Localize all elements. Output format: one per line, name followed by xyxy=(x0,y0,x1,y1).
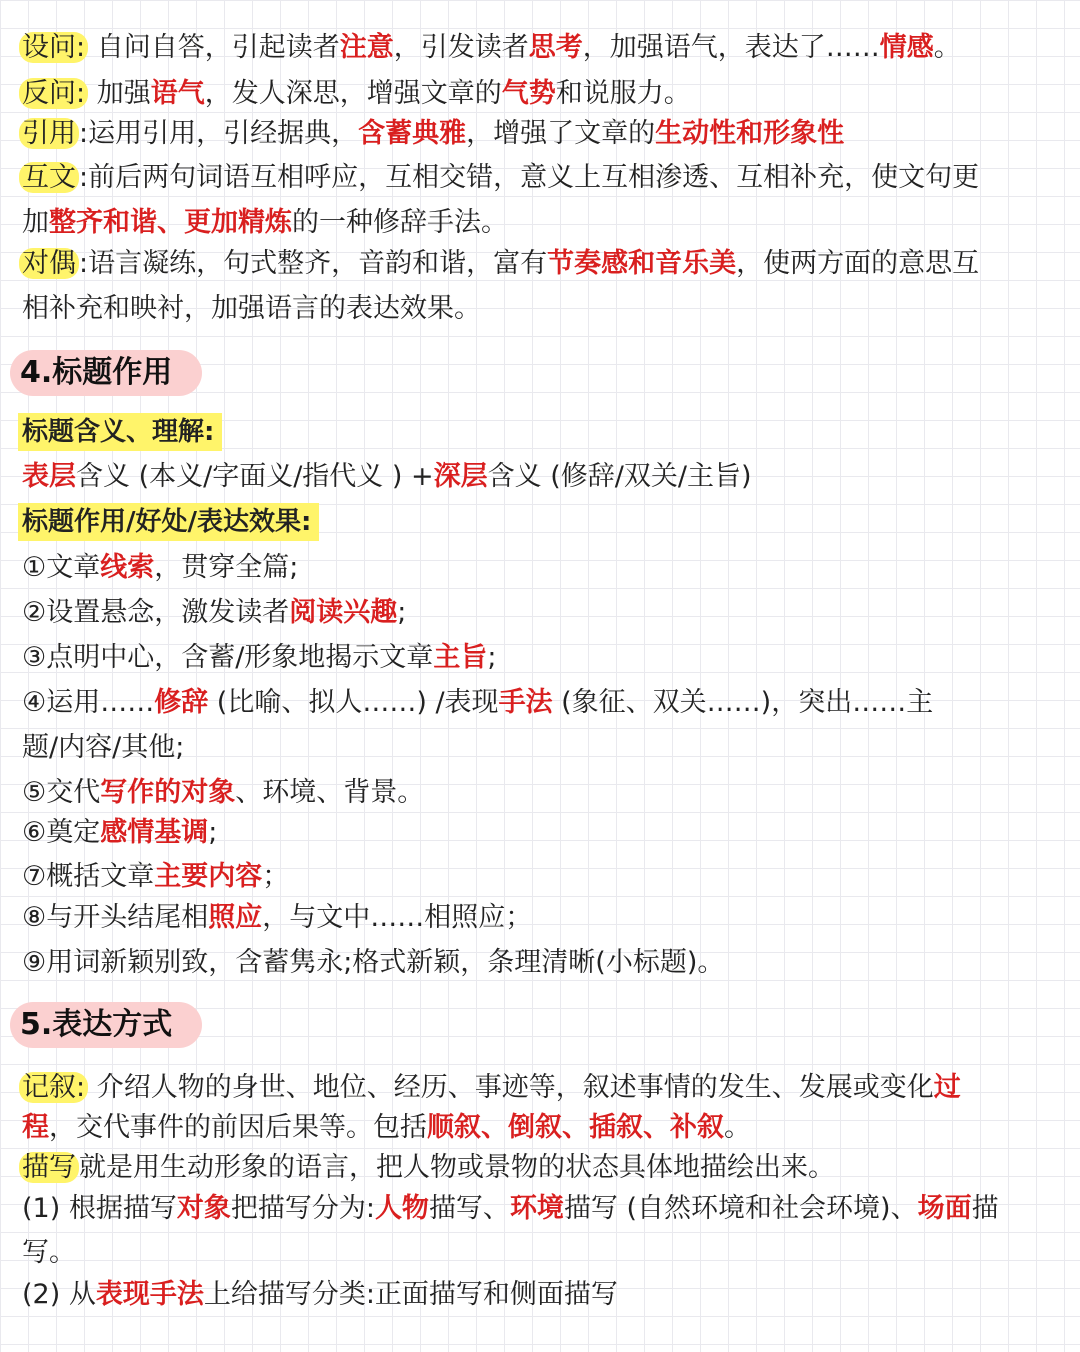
text: 加 xyxy=(22,207,49,238)
list-item xyxy=(22,813,1056,853)
text: 把描写分为: xyxy=(230,1193,375,1224)
keyword: 阅读兴趣 xyxy=(289,597,398,628)
section-5-heading: 5.表达方式 xyxy=(10,1002,202,1048)
keyword: 人物 xyxy=(374,1193,429,1224)
text: 、环境、背景。 xyxy=(235,777,425,808)
keyword: 语气 xyxy=(150,78,205,109)
miaoxie-label: 描写 xyxy=(19,1152,79,1183)
text: ③点明中心，含蓄/形象地揭示文章 xyxy=(22,642,434,673)
text: 。 xyxy=(724,1112,751,1143)
text: (比喻、拟人……) /表现 xyxy=(208,687,499,718)
title-function-subheading: 标题作用/好处/表达效果: xyxy=(18,503,319,541)
text: ⑤交代 xyxy=(22,777,101,808)
keyword: 手法 xyxy=(498,687,553,718)
text: ⑥奠定 xyxy=(22,817,101,848)
text: ； xyxy=(262,861,290,892)
text: (象征、双关……)，突出……主 xyxy=(552,687,934,718)
text: :前后两句词语互相呼应，互相交错，意义上互相渗透、互相补充，使文句更 xyxy=(79,162,980,193)
text: 介绍人物的身世、地位、经历、事迹等，叙述事情的发生、发展或变化 xyxy=(96,1072,934,1103)
text: (1) 根据描写 xyxy=(22,1193,177,1224)
text: ; xyxy=(208,817,218,848)
fanwen-line xyxy=(22,74,1056,114)
jixu-line-2 xyxy=(22,1108,1056,1148)
keyword: 照应 xyxy=(208,902,263,933)
keyword: 整齐和谐、更加精炼 xyxy=(49,207,292,238)
miaoxie-item-1-cont xyxy=(22,1233,1056,1273)
duiou-line xyxy=(22,244,1056,284)
keyword: 过 xyxy=(933,1072,961,1103)
text: 相补充和映衬，加强语言的表达效果。 xyxy=(22,293,481,324)
keyword: 程 xyxy=(22,1112,49,1143)
text: ⑨用词新颖别致，含蓄隽永;格式新颖，条理清晰(小标题)。 xyxy=(22,947,725,978)
keyword: 感情基调 xyxy=(100,817,209,848)
section-4-heading: 4.标题作用 xyxy=(10,350,202,396)
text: 自问自答，引起读者 xyxy=(96,32,340,63)
text: 的一种修辞手法。 xyxy=(292,207,508,238)
text: ，与文中……相照应； xyxy=(262,902,533,933)
text: ，增强了文章的 xyxy=(466,118,656,149)
text: 含义 (修辞/双关/主旨) xyxy=(487,461,752,492)
shewen-line xyxy=(22,28,1056,68)
keyword: 场面 xyxy=(917,1193,972,1224)
keyword: 主旨 xyxy=(433,642,488,673)
fanwen-label: 反问: xyxy=(19,78,88,109)
keyword: 情感 xyxy=(879,32,934,63)
text: ⑦概括文章 xyxy=(22,861,155,892)
huwen-label: 互文 xyxy=(19,162,79,193)
text: ; xyxy=(397,597,407,628)
list-item xyxy=(22,593,1056,633)
keyword: 写作的对象 xyxy=(100,777,236,808)
text: ①文章 xyxy=(22,552,101,583)
text: ，交代事件的前因后果等。包括 xyxy=(49,1112,427,1143)
text: ⑧与开头结尾相 xyxy=(22,902,209,933)
yinyong-label: 引用 xyxy=(19,118,79,149)
keyword: 表现手法 xyxy=(95,1279,204,1310)
text: ; xyxy=(487,642,497,673)
text: :语言凝练，句式整齐，音韵和谐，富有 xyxy=(79,248,548,279)
text: 加强 xyxy=(96,78,151,109)
text: 含义 (本义/字面义/指代义 ) + xyxy=(76,461,434,492)
shewen-label: 设问: xyxy=(19,32,88,63)
keyword: 环境 xyxy=(509,1193,564,1224)
list-item xyxy=(22,683,1056,723)
text: ，加强语气，表达了…… xyxy=(582,32,880,63)
keyword: 生动性和形象性 xyxy=(655,118,845,149)
list-item xyxy=(22,898,1056,938)
keyword: 对象 xyxy=(176,1193,231,1224)
text: :运用引用，引经据典， xyxy=(79,118,359,149)
keyword: 主要内容 xyxy=(154,861,263,892)
text: 和说服力。 xyxy=(555,78,691,109)
list-item xyxy=(22,773,1056,813)
text: 写。 xyxy=(22,1237,76,1268)
keyword: 节奏感和音乐美 xyxy=(547,248,737,279)
text: 上给描写分类:正面描写和侧面描写 xyxy=(203,1279,618,1310)
text: ②设置悬念，激发读者 xyxy=(22,597,290,628)
keyword: 气势 xyxy=(501,78,556,109)
jixu-line xyxy=(22,1068,1056,1108)
list-item xyxy=(22,943,1056,983)
keyword: 顺叙、倒叙、插叙、补叙 xyxy=(427,1112,724,1143)
huwen-line-2 xyxy=(22,203,1056,243)
text: ，发人深思，增强文章的 xyxy=(204,78,502,109)
title-meaning-line xyxy=(22,457,1056,497)
keyword: 表层 xyxy=(22,461,76,492)
miaoxie-item-1 xyxy=(22,1189,1056,1229)
huwen-line xyxy=(22,158,1056,198)
list-item xyxy=(22,548,1056,588)
title-meaning-subheading: 标题含义、理解: xyxy=(18,413,222,451)
yinyong-line xyxy=(22,114,1056,154)
keyword: 深层 xyxy=(433,461,488,492)
jixu-label: 记叙: xyxy=(19,1072,88,1103)
keyword: 含蓄典雅 xyxy=(358,118,467,149)
miaoxie-item-2 xyxy=(22,1275,1056,1315)
text: ，使两方面的意思互 xyxy=(736,248,980,279)
text: 题/内容/其他; xyxy=(22,732,185,763)
text: ④运用…… xyxy=(22,687,155,718)
keyword: 修辞 xyxy=(154,687,209,718)
text: 。 xyxy=(933,32,961,63)
text: 描 xyxy=(971,1193,999,1224)
duiou-label: 对偶 xyxy=(19,248,79,279)
keyword: 线索 xyxy=(100,552,155,583)
list-item xyxy=(22,638,1056,678)
miaoxie-line xyxy=(22,1148,1056,1188)
list-item xyxy=(22,857,1056,897)
text: 描写 (自然环境和社会环境)、 xyxy=(563,1193,918,1224)
duiou-line-2 xyxy=(22,289,1056,329)
text: 描写、 xyxy=(428,1193,510,1224)
keyword: 思考 xyxy=(528,32,583,63)
text: ，贯穿全篇; xyxy=(154,552,299,583)
text: (2) 从 xyxy=(22,1279,96,1310)
text: 就是用生动形象的语言，把人物或景物的状态具体地描绘出来。 xyxy=(79,1152,835,1183)
keyword: 注意 xyxy=(339,32,394,63)
list-item-cont xyxy=(22,728,1056,768)
text: ，引发读者 xyxy=(393,32,529,63)
